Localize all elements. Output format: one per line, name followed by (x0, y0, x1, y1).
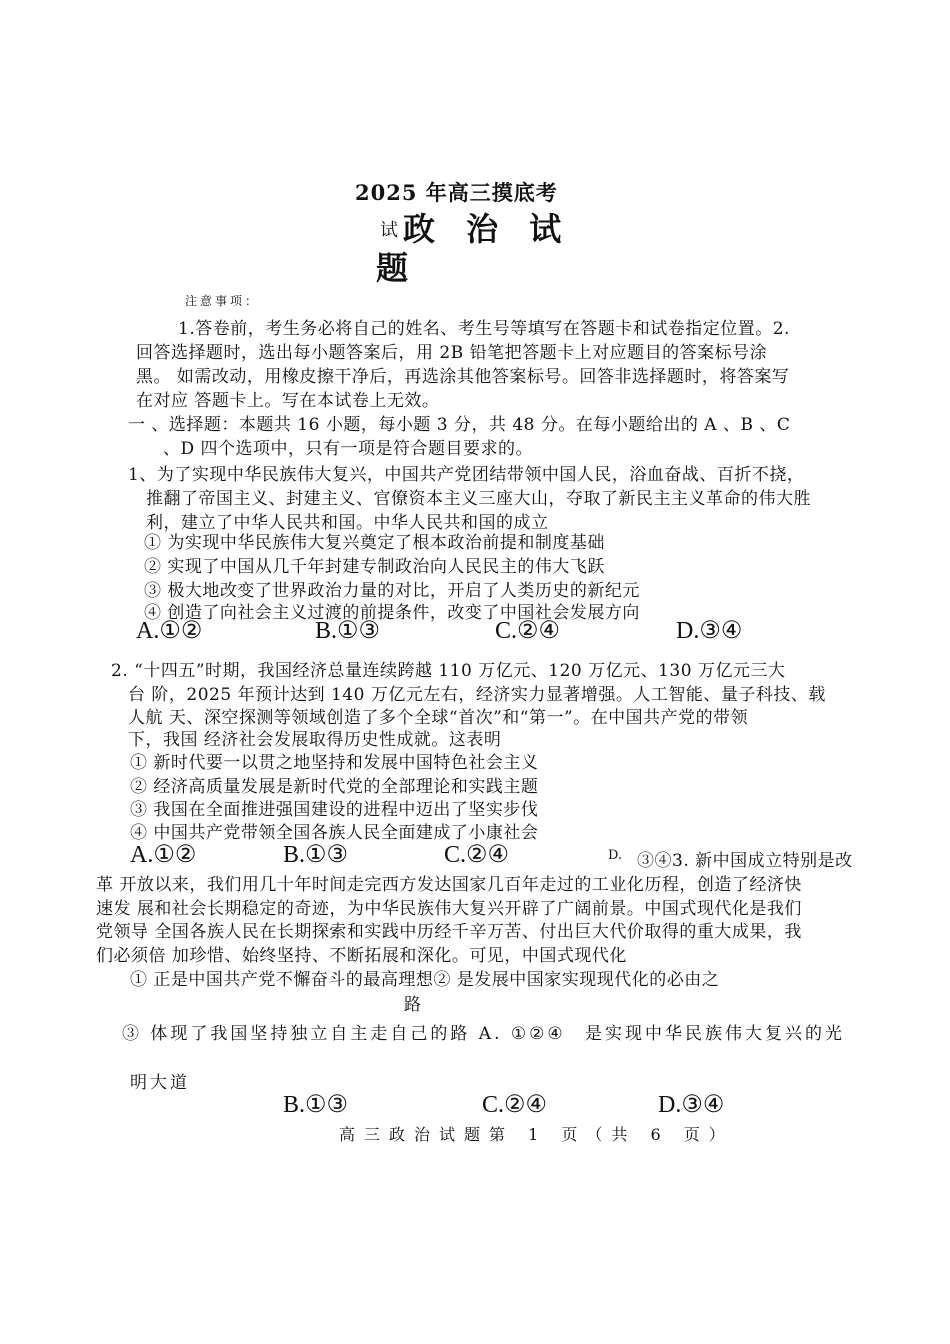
question-1-choice-d: D.③④ (676, 618, 743, 644)
question-3-choice-c: C.②④ (482, 1092, 548, 1118)
question-3-statement: 路 (404, 995, 422, 1015)
question-3-statement: 是实现中华民族伟大复兴的光 (585, 1024, 845, 1044)
question-2-choice-a: A.①② (130, 842, 197, 868)
question-1-choice-b: B.①③ (315, 618, 381, 644)
question-3-choice-b: B.①③ (283, 1092, 349, 1118)
question-1-statement: ③ 极大地改变了世界政治力量的对比，开启了人类历史的新纪元 (144, 581, 640, 601)
notice-line: 在对应 答题卡上。写在本试卷上无效。 (136, 391, 440, 411)
notice-heading: 注意事项： (185, 294, 261, 308)
question-3-statement: ① 正是中国共产党不懈奋斗的最高理想② 是发展中国家实现现代化的必由之 (130, 970, 720, 990)
notice-line: 1.答卷前，考生务必将自己的姓名、考生号等填写在答题卡和试卷指定位置。2. (178, 319, 790, 339)
question-2-choice-d-and-question-3-start: ③④3. 新中国成立特别是改 (637, 851, 853, 871)
question-3-statement: 明大道 (130, 1073, 190, 1093)
question-3-text: 们必须倍 加珍惜、始终坚持、不断拓展和深化。可见，中国式现代化 (96, 946, 627, 966)
question-1-choice-a: A.①② (136, 618, 203, 644)
question-2-statement: ③ 我国在全面推进强国建设的进程中迈出了坚实步伐 (130, 800, 539, 820)
question-3-choice-d: D.③④ (658, 1092, 725, 1118)
question-1-text: 利，建立了中华人民共和国。中华人民共和国的成立 (146, 513, 549, 533)
section-heading: 、D 四个选项中，只有一项是符合题目要求的。 (163, 439, 534, 459)
notice-line: 回答选择题时，选出每小题答案后，用 2B 铅笔把答题卡上对应题目的答案标号涂 (136, 343, 768, 363)
question-1-statement: ④ 创造了向社会主义过渡的前提条件，改变了中国社会发展方向 (144, 603, 640, 623)
question-1-choice-c: C.②④ (495, 618, 561, 644)
question-3-text: 党领导 全国各族人民在长期探索和实践中历经千辛万苦、付出巨大代价取得的重大成果，我 (96, 922, 802, 942)
question-2-choice-d: D. (608, 848, 623, 863)
question-1-text: 1、为了实现中华民族伟大复兴，中国共产党团结带领中国人民，浴血奋战、百折不挠， (128, 465, 805, 485)
exam-title-line3: 题 (376, 249, 419, 287)
question-2-choice-b: B.①③ (283, 842, 349, 868)
question-2-statement: ① 新时代要一以贯之地坚持和发展中国特色社会主义 (130, 753, 539, 773)
question-2-text: 台 阶，2025 年预计达到 140 万亿元左右，经济实力显著增强。人工智能、量子科技、载 (128, 685, 826, 705)
question-1-statement: ② 实现了中国从几千年封建专制政治向人民民主的伟大飞跃 (144, 557, 605, 577)
section-heading: 一 、选择题：本题共 16 小题，每小题 3 分，共 48 分。在每小题给出的 A 、B 、C (128, 415, 791, 435)
question-1-text: 推翻了帝国主义、封建主义、官僚资本主义三座大山，夺取了新民主主义革命的伟大胜 (146, 489, 811, 509)
question-2-text: 人航 天、深空探测等领域创造了多个全球“首次”和“第一”。在中国共产党的带领 (128, 708, 749, 728)
question-2-statement: ② 经济高质量发展是新时代党的全部理论和实践主题 (130, 777, 539, 797)
question-2-choice-c: C.②④ (444, 842, 510, 868)
question-3-text: 革 开放以来，我们用几十年时间走完西方发达国家几百年走过的工业化历程，创造了经济快 (96, 875, 802, 895)
exam-title-line2: 政 治 试 (403, 210, 572, 248)
question-1-statement: ① 为实现中华民族伟大复兴奠定了根本政治前提和制度基础 (144, 533, 605, 553)
question-2-statement: ④ 中国共产党带领全国各族人民全面建成了小康社会 (130, 823, 539, 843)
notice-line: 黑。 如需改动，用橡皮擦干净后，再选涂其他答案标号。回答非选择题时，将答案写 (136, 367, 790, 387)
exam-title-line1: 2025 年高三摸底考 (355, 180, 558, 205)
question-3-statement: ③ 体现了我国坚持独立自主走自己的路 A. ①②④ (122, 1024, 566, 1044)
exam-title-small: 试 (380, 220, 398, 241)
question-2-text: 下，我国 经济社会发展取得历史性成就。这表明 (128, 730, 502, 750)
question-3-text: 速发 展和社会长期稳定的奇迹，为中华民族伟大复兴开辟了广阔前景。中国式现代化是我们 (96, 899, 802, 919)
page-footer: 高三政治试题第 1 页（共 6 页） (339, 1125, 734, 1144)
question-2-text: 2. “十四五”时期，我国经济总量连续跨越 110 万亿元、120 万亿元、130 万亿元三大 (111, 661, 786, 681)
